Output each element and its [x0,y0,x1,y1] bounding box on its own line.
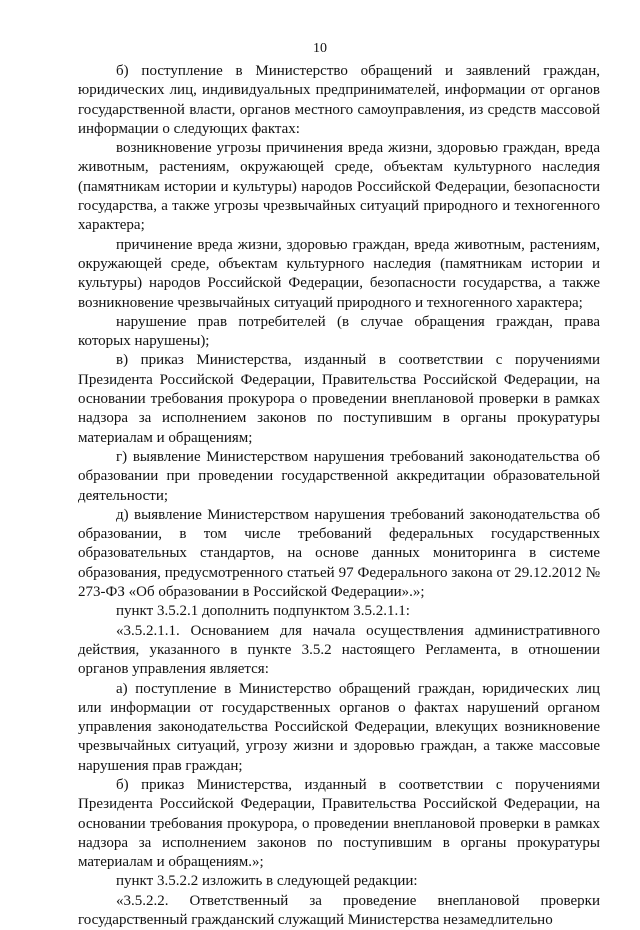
paragraph: а) поступление в Министерство обращений граждан, юридических лиц или информации от государственных органов о фактах нарушений органом управления законодательства Российской Федерации, влекущих возникновение чрезвычайных ситуаций, угрозу жизни и здоровью граждан, а также массовые нарушения прав граждан; [78,680,600,774]
paragraph: в) приказ Министерства, изданный в соответствии с поручениями Президента Российской Федерации, Правительства Российской Федерации, на основании требования прокурора о проведении внеплановой проверки в рамках надзора за исполнением законов по поступившим в органы прокуратуры материалам и обращениям; [78,352,600,446]
paragraph: г) выявление Министерством нарушения требований законодательства об образовании при проведении государственной аккредитации образовательной деятельности; [78,448,600,504]
paragraph: «3.5.2.1.1. Основанием для начала осуществления административного действия, указанного в пункте 3.5.2 настоящего Регламента, в отношении органов управления является: [78,622,600,678]
paragraph: б) приказ Министерства, изданный в соответствии с поручениями Президента Российской Федерации, Правительства Российской Федерации, на основании требования прокурора, о проведении внеплановой проверки в рамках надзора за исполнением законов по поступившим в органы прокуратуры материалам и обращениям.»; [78,776,600,871]
paragraph: пункт 3.5.2.2 изложить в следующей редакции: [116,873,418,890]
paragraph: причинение вреда жизни, здоровью граждан, вреда животным, растениям, окружающей среде, объектам культурного наследия (памятникам истории и культуры) народов Российской Федерации, безопасности государства, а также возникновение чрезвычайных ситуаций природного и техногенного характера; [78,236,600,311]
paragraph: д) выявление Министерством нарушения требований законодательства об образовании, в том числе требований федеральных государственных образовательных стандартов, на основе данных мониторинга в системе образования, предусмотренного статьей 97 Федерального закона от 29.12.2012 № 273-ФЗ «Об образовании в Российской Федерации».»; [78,506,600,601]
paragraph: б) поступление в Министерство обращений и заявлений граждан, юридических лиц, индивидуальных предпринимателей, информации от органов государственной власти, органов местного самоуправления, из средств массовой информации о следующих фактах: [78,63,600,137]
page-number: 10 [313,41,327,56]
paragraph: нарушение прав потребителей (в случае обращения граждан, права которых нарушены); [78,313,600,350]
document-body [78,62,600,930]
paragraph: «3.5.2.2. Ответственный за проведение внеплановой проверки государственный гражданский служащий Министерства незамедлительно [78,892,600,929]
paragraph: пункт 3.5.2.1 дополнить подпунктом 3.5.2.1.1: [116,603,410,620]
paragraph: возникновение угрозы причинения вреда жизни, здоровью граждан, вреда животным, растениям, окружающей среде, объектам культурного наследия (памятникам истории и культуры) народов Российской Федерации, безопасности государства, а также угрозы чрезвычайных ситуаций природного и техногенного характера; [78,140,600,234]
